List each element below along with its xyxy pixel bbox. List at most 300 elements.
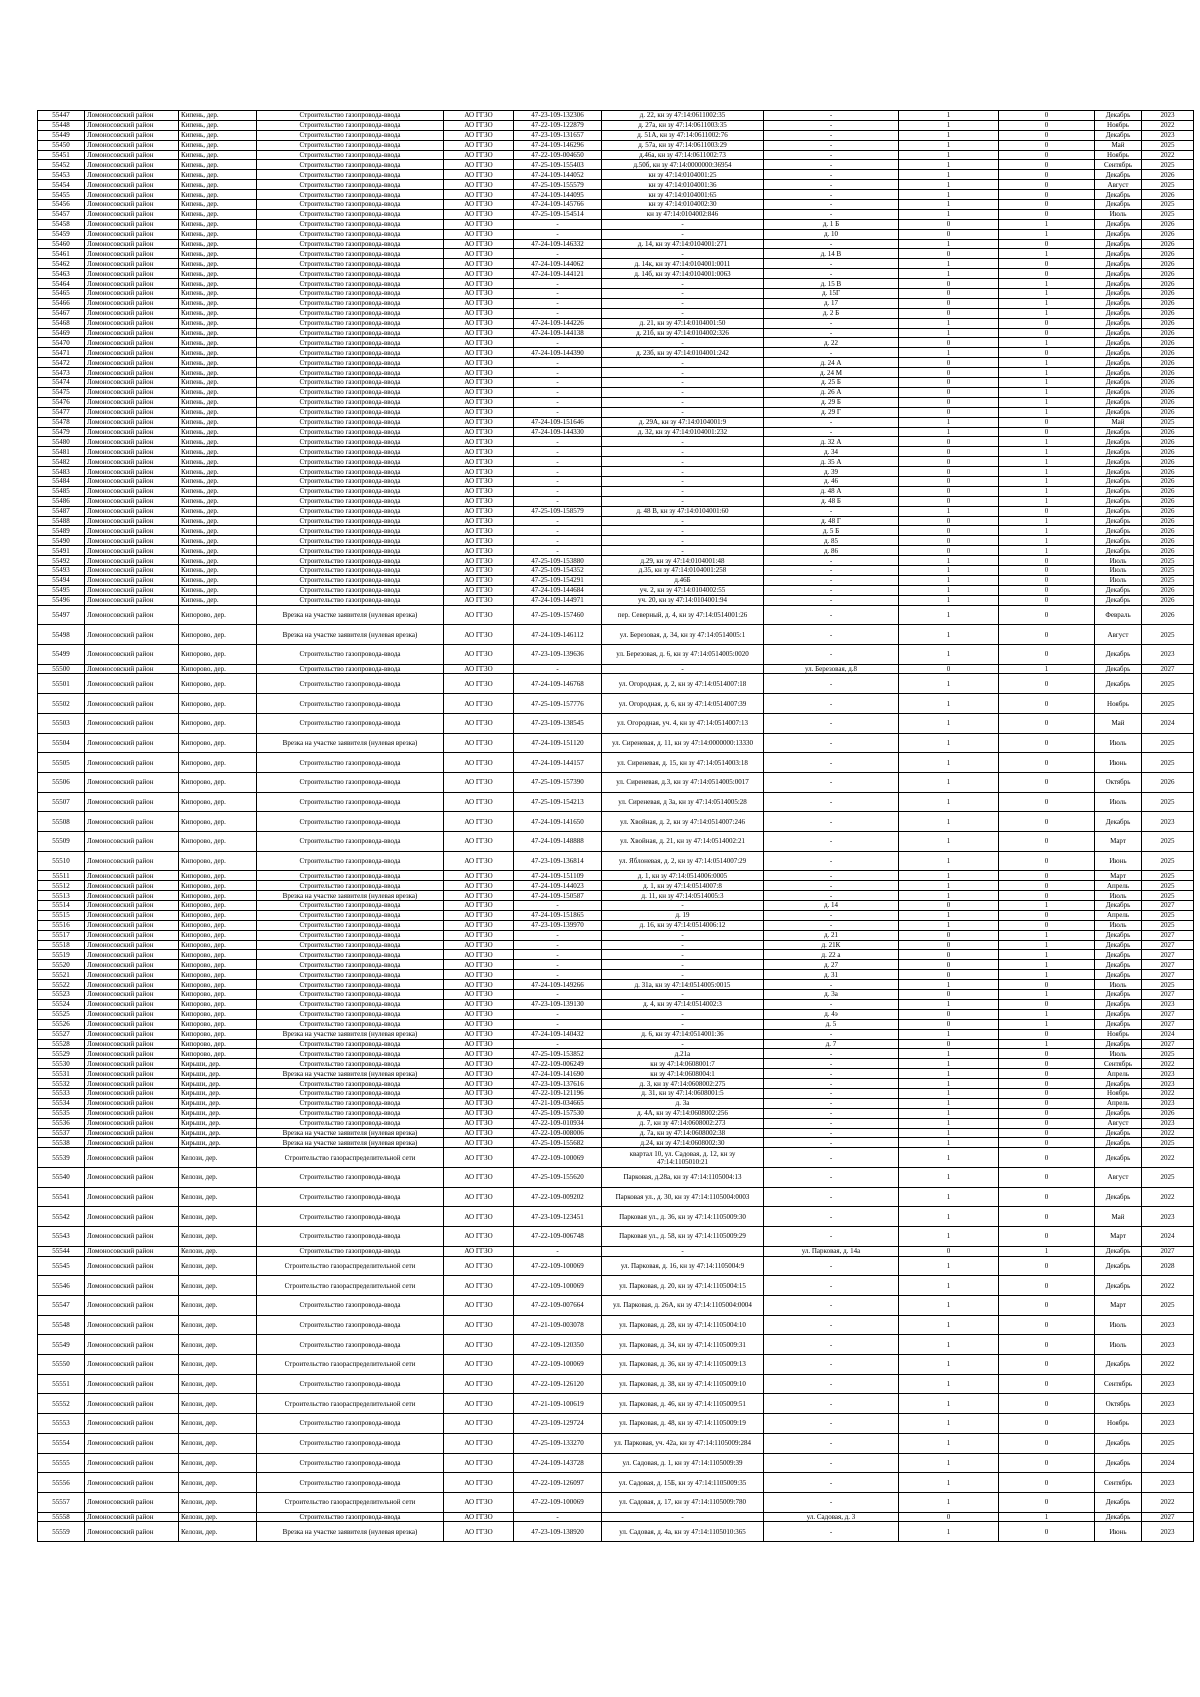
work-type-cell: Строительство газопровода-ввода xyxy=(257,249,444,259)
count-with-application-cell: 0 xyxy=(899,960,999,970)
work-type-cell: Строительство газопровода-ввода xyxy=(257,990,444,1000)
count-with-application-cell: 1 xyxy=(899,1029,999,1039)
district-cell: Ломоносовский район xyxy=(85,496,179,506)
cadastral-address-cell: д. 4, кн зу 47:14:0514002:3 xyxy=(602,999,764,1009)
month-cell: Июль xyxy=(1095,1315,1142,1335)
month-cell: Июль xyxy=(1095,920,1142,930)
month-cell: Декабрь xyxy=(1095,1019,1142,1029)
month-cell: Февраль xyxy=(1095,605,1142,625)
address-cell: - xyxy=(764,713,899,733)
settlement-cell: Кипень, дер. xyxy=(179,417,257,427)
address-cell: - xyxy=(764,733,899,753)
organization-cell: АО ГГЗО xyxy=(444,1187,514,1207)
address-cell: - xyxy=(764,318,899,328)
address-cell: - xyxy=(764,1227,899,1247)
address-cell: - xyxy=(764,120,899,130)
application-number-cell: 47-22-109-120350 xyxy=(514,1335,602,1355)
row-number: 55453 xyxy=(38,170,85,180)
row-number: 55479 xyxy=(38,427,85,437)
application-number-cell: - xyxy=(514,516,602,526)
work-type-cell: Врезка на участке заявителя (нулевая врезка) xyxy=(257,891,444,901)
year-cell: 2025 xyxy=(1142,891,1194,901)
address-cell: - xyxy=(764,595,899,605)
count-without-application-cell: 0 xyxy=(999,111,1095,121)
address-cell: - xyxy=(764,999,899,1009)
district-cell: Ломоносовский район xyxy=(85,378,179,388)
year-cell: 2022 xyxy=(1142,1355,1194,1375)
application-number-cell: - xyxy=(514,219,602,229)
cadastral-address-cell: - xyxy=(602,970,764,980)
organization-cell: АО ГГЗО xyxy=(444,1256,514,1276)
work-type-cell: Строительство газопровода-ввода xyxy=(257,674,444,694)
organization-cell: АО ГГЗО xyxy=(444,644,514,664)
district-cell: Ломоносовский район xyxy=(85,1059,179,1069)
month-cell: Март xyxy=(1095,831,1142,851)
year-cell: 2026 xyxy=(1142,358,1194,368)
count-without-application-cell: 0 xyxy=(999,269,1095,279)
count-with-application-cell: 1 xyxy=(899,733,999,753)
application-number-cell: - xyxy=(514,407,602,417)
settlement-cell: Кипень, дер. xyxy=(179,358,257,368)
month-cell: Июль xyxy=(1095,575,1142,585)
row-number: 55470 xyxy=(38,338,85,348)
settlement-cell: Кипорово, дер. xyxy=(179,674,257,694)
settlement-cell: Кипень, дер. xyxy=(179,170,257,180)
work-type-cell: Строительство газопровода-ввода xyxy=(257,1118,444,1128)
row-number: 55473 xyxy=(38,368,85,378)
work-type-cell: Строительство газопровода-ввода xyxy=(257,397,444,407)
settlement-cell: Кипень, дер. xyxy=(179,348,257,358)
table-row xyxy=(38,249,1194,259)
district-cell: Ломоносовский район xyxy=(85,1433,179,1453)
year-cell: 2025 xyxy=(1142,733,1194,753)
organization-cell: АО ГГЗО xyxy=(444,1512,514,1522)
year-cell: 2025 xyxy=(1142,180,1194,190)
settlement-cell: Кипорово, дер. xyxy=(179,1019,257,1029)
cadastral-address-cell: - xyxy=(602,249,764,259)
table-row xyxy=(38,318,1194,328)
row-number: 55558 xyxy=(38,1512,85,1522)
settlement-cell: Кипорово, дер. xyxy=(179,792,257,812)
row-number: 55464 xyxy=(38,279,85,289)
count-with-application-cell: 1 xyxy=(899,1187,999,1207)
application-number-cell: 47-25-109-154352 xyxy=(514,565,602,575)
settlement-cell: Кипорово, дер. xyxy=(179,1039,257,1049)
count-with-application-cell: 1 xyxy=(899,851,999,871)
address-cell: - xyxy=(764,1374,899,1394)
table-row xyxy=(38,1315,1194,1335)
application-number-cell: 47-21-109-100619 xyxy=(514,1394,602,1414)
row-number: 55461 xyxy=(38,249,85,259)
work-type-cell: Строительство газопровода-ввода xyxy=(257,496,444,506)
cadastral-address-cell: - xyxy=(602,467,764,477)
row-number: 55506 xyxy=(38,772,85,792)
row-number: 55529 xyxy=(38,1049,85,1059)
cadastral-address-cell: - xyxy=(602,1246,764,1256)
count-without-application-cell: 0 xyxy=(999,1256,1095,1276)
organization-cell: АО ГГЗО xyxy=(444,1108,514,1118)
address-cell: - xyxy=(764,209,899,219)
district-cell: Ломоносовский район xyxy=(85,1069,179,1079)
count-with-application-cell: 1 xyxy=(899,506,999,516)
year-cell: 2023 xyxy=(1142,1207,1194,1227)
month-cell: Декабрь xyxy=(1095,1009,1142,1019)
address-cell: - xyxy=(764,910,899,920)
row-number: 55501 xyxy=(38,674,85,694)
year-cell: 2025 xyxy=(1142,1138,1194,1148)
row-number: 55452 xyxy=(38,160,85,170)
count-without-application-cell: 1 xyxy=(999,990,1095,1000)
work-type-cell: Строительство газопровода-ввода xyxy=(257,1207,444,1227)
row-number: 55541 xyxy=(38,1187,85,1207)
month-cell: Декабрь xyxy=(1095,1187,1142,1207)
settlement-cell: Кипорово, дер. xyxy=(179,831,257,851)
settlement-cell: Кипень, дер. xyxy=(179,239,257,249)
district-cell: Ломоносовский район xyxy=(85,219,179,229)
count-without-application-cell: 1 xyxy=(999,940,1095,950)
count-with-application-cell: 0 xyxy=(899,457,999,467)
table-row xyxy=(38,1079,1194,1089)
organization-cell: АО ГГЗО xyxy=(444,664,514,674)
settlement-cell: Кипень, дер. xyxy=(179,200,257,210)
work-type-cell: Строительство газопровода-ввода xyxy=(257,130,444,140)
table-row xyxy=(38,585,1194,595)
address-cell: д. 22 а xyxy=(764,950,899,960)
district-cell: Ломоносовский район xyxy=(85,259,179,269)
table-row xyxy=(38,891,1194,901)
year-cell: 2027 xyxy=(1142,1039,1194,1049)
count-with-application-cell: 0 xyxy=(899,338,999,348)
month-cell: Декабрь xyxy=(1095,1039,1142,1049)
count-with-application-cell: 1 xyxy=(899,920,999,930)
count-with-application-cell: 0 xyxy=(899,298,999,308)
cadastral-address-cell: д. 22, кн зу 47:14:0611002:35 xyxy=(602,111,764,121)
application-number-cell: 47-24-109-140432 xyxy=(514,1029,602,1039)
count-without-application-cell: 0 xyxy=(999,1374,1095,1394)
row-number: 55518 xyxy=(38,940,85,950)
address-cell: д. 4э xyxy=(764,1009,899,1019)
month-cell: Декабрь xyxy=(1095,516,1142,526)
settlement-cell: Кипорово, дер. xyxy=(179,901,257,911)
settlement-cell: Кипень, дер. xyxy=(179,338,257,348)
count-without-application-cell: 0 xyxy=(999,831,1095,851)
cadastral-address-cell: пер. Северный, д. 4, кн зу 47:14:0514001:26 xyxy=(602,605,764,625)
work-type-cell: Строительство газопровода-ввода xyxy=(257,289,444,299)
count-with-application-cell: 1 xyxy=(899,1355,999,1375)
year-cell: 2026 xyxy=(1142,338,1194,348)
count-without-application-cell: 0 xyxy=(999,585,1095,595)
district-cell: Ломоносовский район xyxy=(85,664,179,674)
row-number: 55486 xyxy=(38,496,85,506)
district-cell: Ломоносовский район xyxy=(85,881,179,891)
row-number: 55532 xyxy=(38,1079,85,1089)
work-type-cell: Строительство газопровода-ввода xyxy=(257,1512,444,1522)
cadastral-address-cell: д. 21б, кн зу 47:14:0104002:326 xyxy=(602,328,764,338)
application-number-cell: 47-24-109-144971 xyxy=(514,595,602,605)
district-cell: Ломоносовский район xyxy=(85,209,179,219)
application-number-cell: 47-24-109-144121 xyxy=(514,269,602,279)
address-cell: - xyxy=(764,753,899,773)
table-row xyxy=(38,219,1194,229)
district-cell: Ломоносовский район xyxy=(85,999,179,1009)
table-row xyxy=(38,457,1194,467)
settlement-cell: Келози, дер. xyxy=(179,1246,257,1256)
address-cell: - xyxy=(764,160,899,170)
settlement-cell: Кипорово, дер. xyxy=(179,1029,257,1039)
organization-cell: АО ГГЗО xyxy=(444,348,514,358)
count-without-application-cell: 0 xyxy=(999,209,1095,219)
count-without-application-cell: 1 xyxy=(999,1039,1095,1049)
count-without-application-cell: 1 xyxy=(999,229,1095,239)
table-row xyxy=(38,506,1194,516)
cadastral-address-cell: - xyxy=(602,1019,764,1029)
month-cell: Декабрь xyxy=(1095,308,1142,318)
row-number: 55557 xyxy=(38,1492,85,1512)
table-row xyxy=(38,960,1194,970)
month-cell: Ноябрь xyxy=(1095,150,1142,160)
table-row xyxy=(38,812,1194,832)
application-number-cell: - xyxy=(514,1039,602,1049)
table-row xyxy=(38,140,1194,150)
year-cell: 2023 xyxy=(1142,111,1194,121)
organization-cell: АО ГГЗО xyxy=(444,506,514,516)
row-number: 55514 xyxy=(38,901,85,911)
year-cell: 2027 xyxy=(1142,970,1194,980)
count-with-application-cell: 1 xyxy=(899,190,999,200)
count-with-application-cell: 1 xyxy=(899,1394,999,1414)
application-number-cell: 47-21-109-034665 xyxy=(514,1098,602,1108)
month-cell: Декабрь xyxy=(1095,644,1142,664)
application-number-cell: - xyxy=(514,960,602,970)
district-cell: Ломоносовский район xyxy=(85,387,179,397)
settlement-cell: Келози, дер. xyxy=(179,1473,257,1493)
count-without-application-cell: 0 xyxy=(999,506,1095,516)
year-cell: 2026 xyxy=(1142,249,1194,259)
row-number: 55524 xyxy=(38,999,85,1009)
count-with-application-cell: 1 xyxy=(899,1207,999,1227)
count-with-application-cell: 1 xyxy=(899,625,999,645)
row-number: 55490 xyxy=(38,536,85,546)
row-number: 55555 xyxy=(38,1453,85,1473)
count-without-application-cell: 0 xyxy=(999,644,1095,664)
count-with-application-cell: 1 xyxy=(899,1335,999,1355)
year-cell: 2027 xyxy=(1142,960,1194,970)
year-cell: 2026 xyxy=(1142,1108,1194,1118)
year-cell: 2023 xyxy=(1142,130,1194,140)
cadastral-address-cell: ул. Сиреневая, д 3а, кн зу 47:14:0514005:28 xyxy=(602,792,764,812)
organization-cell: АО ГГЗО xyxy=(444,368,514,378)
settlement-cell: Кирьши, дер. xyxy=(179,1088,257,1098)
cadastral-address-cell: - xyxy=(602,338,764,348)
work-type-cell: Строительство газопровода-ввода xyxy=(257,930,444,940)
address-cell: д. 46 xyxy=(764,476,899,486)
row-number: 55536 xyxy=(38,1118,85,1128)
address-cell: - xyxy=(764,1315,899,1335)
table-row xyxy=(38,556,1194,566)
organization-cell: АО ГГЗО xyxy=(444,397,514,407)
application-number-cell: 47-23-109-139636 xyxy=(514,644,602,664)
application-number-cell: - xyxy=(514,249,602,259)
settlement-cell: Кипорово, дер. xyxy=(179,950,257,960)
row-number: 55475 xyxy=(38,387,85,397)
settlement-cell: Кипень, дер. xyxy=(179,269,257,279)
application-number-cell: 47-22-109-121196 xyxy=(514,1088,602,1098)
work-type-cell: Строительство газопровода-ввода xyxy=(257,358,444,368)
table-row xyxy=(38,605,1194,625)
row-number: 55491 xyxy=(38,546,85,556)
cadastral-address-cell: - xyxy=(602,486,764,496)
district-cell: Ломоносовский район xyxy=(85,328,179,338)
work-type-cell: Строительство газопровода-ввода xyxy=(257,585,444,595)
application-number-cell: 47-25-109-154291 xyxy=(514,575,602,585)
year-cell: 2026 xyxy=(1142,397,1194,407)
table-row xyxy=(38,1453,1194,1473)
district-cell: Ломоносовский район xyxy=(85,1276,179,1296)
settlement-cell: Кипорово, дер. xyxy=(179,605,257,625)
month-cell: Ноябрь xyxy=(1095,1414,1142,1434)
month-cell: Декабрь xyxy=(1095,1433,1142,1453)
district-cell: Ломоносовский район xyxy=(85,1335,179,1355)
row-number: 55500 xyxy=(38,664,85,674)
work-type-cell: Строительство газораспределительной сети xyxy=(257,1256,444,1276)
month-cell: Ноябрь xyxy=(1095,120,1142,130)
organization-cell: АО ГГЗО xyxy=(444,753,514,773)
cadastral-address-cell: д. 1, кн зу 47:14:0514007:8 xyxy=(602,881,764,891)
month-cell: Декабрь xyxy=(1095,348,1142,358)
work-type-cell: Строительство газопровода-ввода xyxy=(257,565,444,575)
count-without-application-cell: 0 xyxy=(999,1049,1095,1059)
count-with-application-cell: 0 xyxy=(899,940,999,950)
application-number-cell: 47-25-109-155403 xyxy=(514,160,602,170)
application-number-cell: - xyxy=(514,289,602,299)
settlement-cell: Кипень, дер. xyxy=(179,526,257,536)
application-number-cell: 47-22-109-006748 xyxy=(514,1227,602,1247)
cadastral-address-cell: ул. Сиреневая, д. 15, кн зу 47:14:0514003:18 xyxy=(602,753,764,773)
count-without-application-cell: 1 xyxy=(999,1019,1095,1029)
application-number-cell: 47-25-109-154514 xyxy=(514,209,602,219)
year-cell: 2025 xyxy=(1142,753,1194,773)
year-cell: 2026 xyxy=(1142,229,1194,239)
application-number-cell: 47-22-109-009202 xyxy=(514,1187,602,1207)
address-cell: ул. Березовая, д.8 xyxy=(764,664,899,674)
count-without-application-cell: 1 xyxy=(999,901,1095,911)
count-without-application-cell: 0 xyxy=(999,812,1095,832)
cadastral-address-cell: д.24, кн зу 47:14:0608002:30 xyxy=(602,1138,764,1148)
organization-cell: АО ГГЗО xyxy=(444,486,514,496)
district-cell: Ломоносовский район xyxy=(85,595,179,605)
address-cell: - xyxy=(764,1276,899,1296)
settlement-cell: Кипень, дер. xyxy=(179,150,257,160)
application-number-cell: - xyxy=(514,397,602,407)
address-cell: д. 34 xyxy=(764,447,899,457)
organization-cell: АО ГГЗО xyxy=(444,950,514,960)
month-cell: Декабрь xyxy=(1095,664,1142,674)
count-without-application-cell: 1 xyxy=(999,467,1095,477)
count-without-application-cell: 1 xyxy=(999,457,1095,467)
district-cell: Ломоносовский район xyxy=(85,170,179,180)
address-cell: - xyxy=(764,1069,899,1079)
year-cell: 2026 xyxy=(1142,190,1194,200)
address-cell: - xyxy=(764,1414,899,1434)
month-cell: Декабрь xyxy=(1095,229,1142,239)
work-type-cell: Строительство газопровода-ввода xyxy=(257,506,444,516)
work-type-cell: Строительство газопровода-ввода xyxy=(257,772,444,792)
organization-cell: АО ГГЗО xyxy=(444,259,514,269)
month-cell: Декабрь xyxy=(1095,200,1142,210)
district-cell: Ломоносовский район xyxy=(85,980,179,990)
month-cell: Ноябрь xyxy=(1095,1029,1142,1039)
organization-cell: АО ГГЗО xyxy=(444,318,514,328)
cadastral-address-cell: - xyxy=(602,368,764,378)
district-cell: Ломоносовский район xyxy=(85,585,179,595)
month-cell: Декабрь xyxy=(1095,387,1142,397)
settlement-cell: Келози, дер. xyxy=(179,1414,257,1434)
table-row xyxy=(38,733,1194,753)
month-cell: Сентябрь xyxy=(1095,160,1142,170)
table-row xyxy=(38,1296,1194,1316)
work-type-cell: Врезка на участке заявителя (нулевая врезка) xyxy=(257,1128,444,1138)
table-row xyxy=(38,1512,1194,1522)
row-number: 55458 xyxy=(38,219,85,229)
application-number-cell: - xyxy=(514,338,602,348)
count-without-application-cell: 1 xyxy=(999,1246,1095,1256)
month-cell: Декабрь xyxy=(1095,486,1142,496)
table-row xyxy=(38,1088,1194,1098)
district-cell: Ломоносовский район xyxy=(85,1394,179,1414)
month-cell: Июнь xyxy=(1095,753,1142,773)
address-cell: д. 48 Г xyxy=(764,516,899,526)
application-number-cell: 47-24-109-146296 xyxy=(514,140,602,150)
settlement-cell: Келози, дер. xyxy=(179,1207,257,1227)
settlement-cell: Кипорово, дер. xyxy=(179,772,257,792)
table-row xyxy=(38,200,1194,210)
address-cell: - xyxy=(764,150,899,160)
count-without-application-cell: 1 xyxy=(999,338,1095,348)
application-number-cell: 47-24-109-151646 xyxy=(514,417,602,427)
district-cell: Ломоносовский район xyxy=(85,1148,179,1168)
count-with-application-cell: 1 xyxy=(899,1315,999,1335)
row-number: 55539 xyxy=(38,1148,85,1168)
count-with-application-cell: 0 xyxy=(899,279,999,289)
count-with-application-cell: 1 xyxy=(899,259,999,269)
address-cell: - xyxy=(764,1059,899,1069)
table-row xyxy=(38,368,1194,378)
district-cell: Ломоносовский район xyxy=(85,812,179,832)
work-type-cell: Строительство газораспределительной сети xyxy=(257,1355,444,1375)
district-cell: Ломоносовский район xyxy=(85,1088,179,1098)
application-number-cell: 47-25-109-155579 xyxy=(514,180,602,190)
table-row xyxy=(38,644,1194,664)
work-type-cell: Строительство газопровода-ввода xyxy=(257,1108,444,1118)
organization-cell: АО ГГЗО xyxy=(444,378,514,388)
settlement-cell: Кипень, дер. xyxy=(179,140,257,150)
application-number-cell: 47-24-109-144330 xyxy=(514,427,602,437)
year-cell: 2027 xyxy=(1142,930,1194,940)
settlement-cell: Келози, дер. xyxy=(179,1492,257,1512)
settlement-cell: Келози, дер. xyxy=(179,1256,257,1276)
year-cell: 2026 xyxy=(1142,536,1194,546)
settlement-cell: Кирьши, дер. xyxy=(179,1138,257,1148)
year-cell: 2025 xyxy=(1142,625,1194,645)
address-cell: д. 10 xyxy=(764,229,899,239)
district-cell: Ломоносовский район xyxy=(85,1019,179,1029)
table-row xyxy=(38,851,1194,871)
settlement-cell: Кипорово, дер. xyxy=(179,871,257,881)
row-number: 55456 xyxy=(38,200,85,210)
year-cell: 2025 xyxy=(1142,694,1194,714)
table-row xyxy=(38,1227,1194,1247)
count-without-application-cell: 0 xyxy=(999,1148,1095,1168)
